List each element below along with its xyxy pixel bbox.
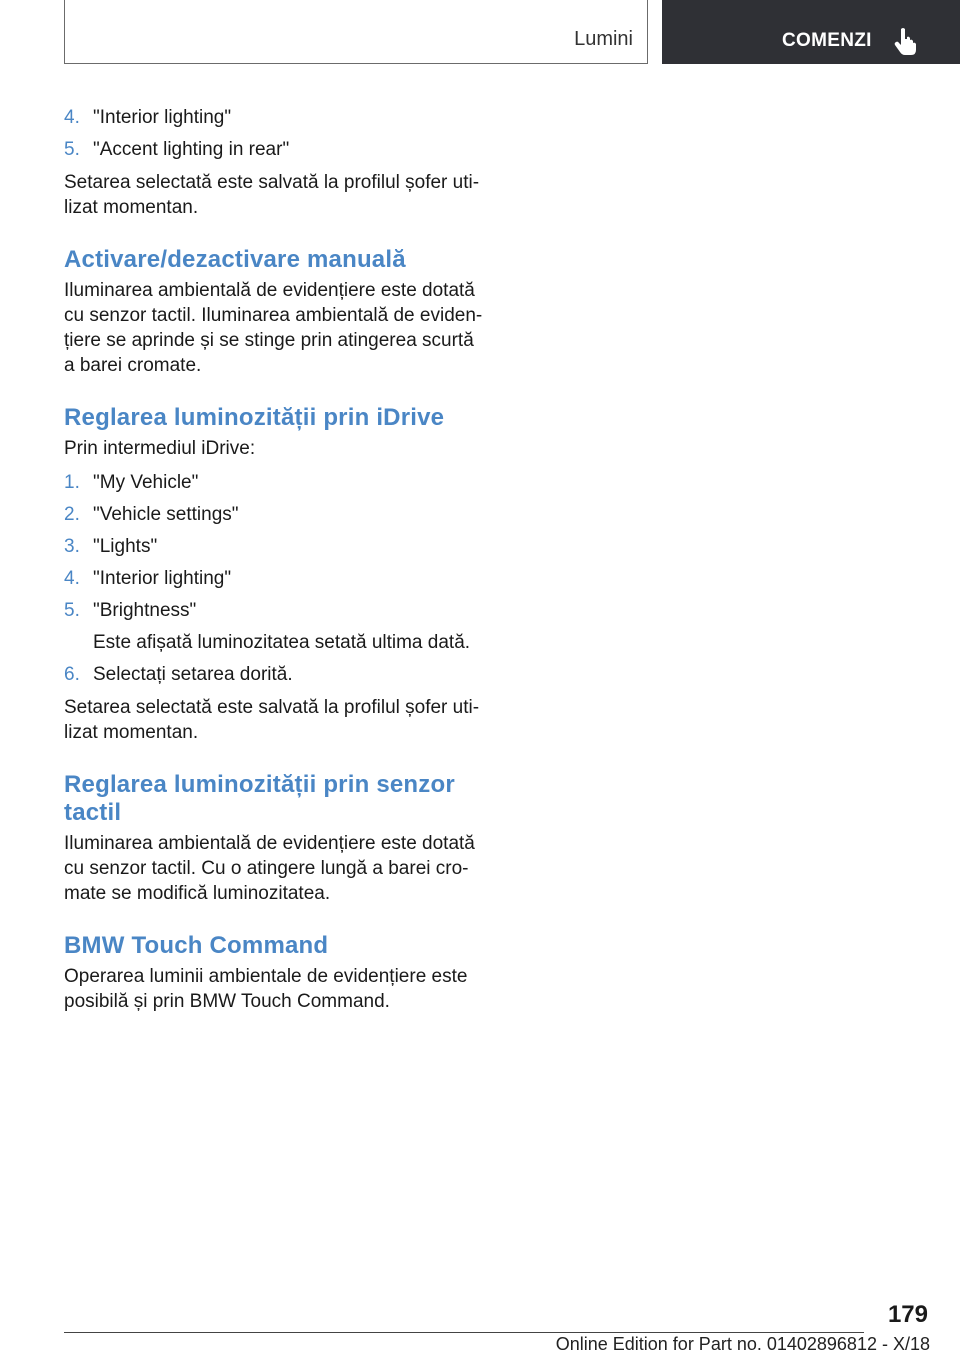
list-text: "Lights" <box>93 536 158 557</box>
list-number: 4. <box>64 568 80 589</box>
header-frame <box>64 0 648 64</box>
section-heading: Reglarea luminozității prin iDrive <box>64 404 445 431</box>
list-number: 6. <box>64 664 80 685</box>
list-number: 4. <box>64 107 80 128</box>
header-tab-label: COMENZI <box>782 30 872 51</box>
list-text: "Accent lighting in rear" <box>93 139 290 160</box>
section-heading: Reglarea luminozității prin senzor tactil <box>64 771 455 826</box>
paragraph: Operarea luminii ambientale de evidențiere este posibilă și prin BMW Touch Command. <box>64 966 468 1012</box>
list-number: 1. <box>64 472 80 493</box>
section-heading: Activare/dezactivare manuală <box>64 246 406 273</box>
page-number: 179 <box>887 1301 928 1328</box>
paragraph: Iluminarea ambientală de evidențiere este dotată cu senzor tactil. Iluminarea ambientală de eviden- țiere se aprinde și se stinge prin atingerea scurtă a barei cromate. <box>64 280 483 376</box>
list-item <box>64 102 484 134</box>
list-item <box>64 499 484 531</box>
list-number: 5. <box>64 600 80 621</box>
paragraph: Iluminarea ambientală de evidențiere este dotată cu senzor tactil. Cu o atingere lungă a barei cro- mate se modifică luminozitatea. <box>64 833 475 904</box>
list-text: "Brightness" <box>93 600 197 621</box>
footer-edition: Online Edition for Part no. 01402896812 - X/18 <box>555 1334 930 1354</box>
header-title: Lumini <box>574 28 633 50</box>
list-item <box>64 531 484 563</box>
hand-pointer-icon <box>893 27 919 55</box>
paragraph: Setarea selectată este salvată la profilul șofer uti- lizat momentan. <box>64 172 480 218</box>
list-text: Selectați setarea dorită. <box>93 664 293 685</box>
list-item <box>64 563 484 595</box>
list-text: "Vehicle settings" <box>93 504 239 525</box>
list-text: "Interior lighting" <box>93 107 232 128</box>
footer-divider <box>64 1332 864 1333</box>
list-number: 3. <box>64 536 80 557</box>
paragraph: Prin intermediul iDrive: <box>64 438 256 459</box>
list-number: 2. <box>64 504 80 525</box>
list-item <box>64 134 484 166</box>
list-text: "Interior lighting" <box>93 568 232 589</box>
page-content <box>64 102 484 1014</box>
section-heading: BMW Touch Command <box>64 932 329 959</box>
list-item <box>64 659 484 691</box>
list-text: "My Vehicle" <box>93 472 199 493</box>
paragraph: Setarea selectată este salvată la profilul șofer uti- lizat momentan. <box>64 697 480 743</box>
list-item <box>64 467 484 499</box>
list-item <box>64 595 484 627</box>
list-number: 5. <box>64 139 80 160</box>
list-note: Este afișată luminozitatea setată ultima dată. <box>93 632 471 653</box>
